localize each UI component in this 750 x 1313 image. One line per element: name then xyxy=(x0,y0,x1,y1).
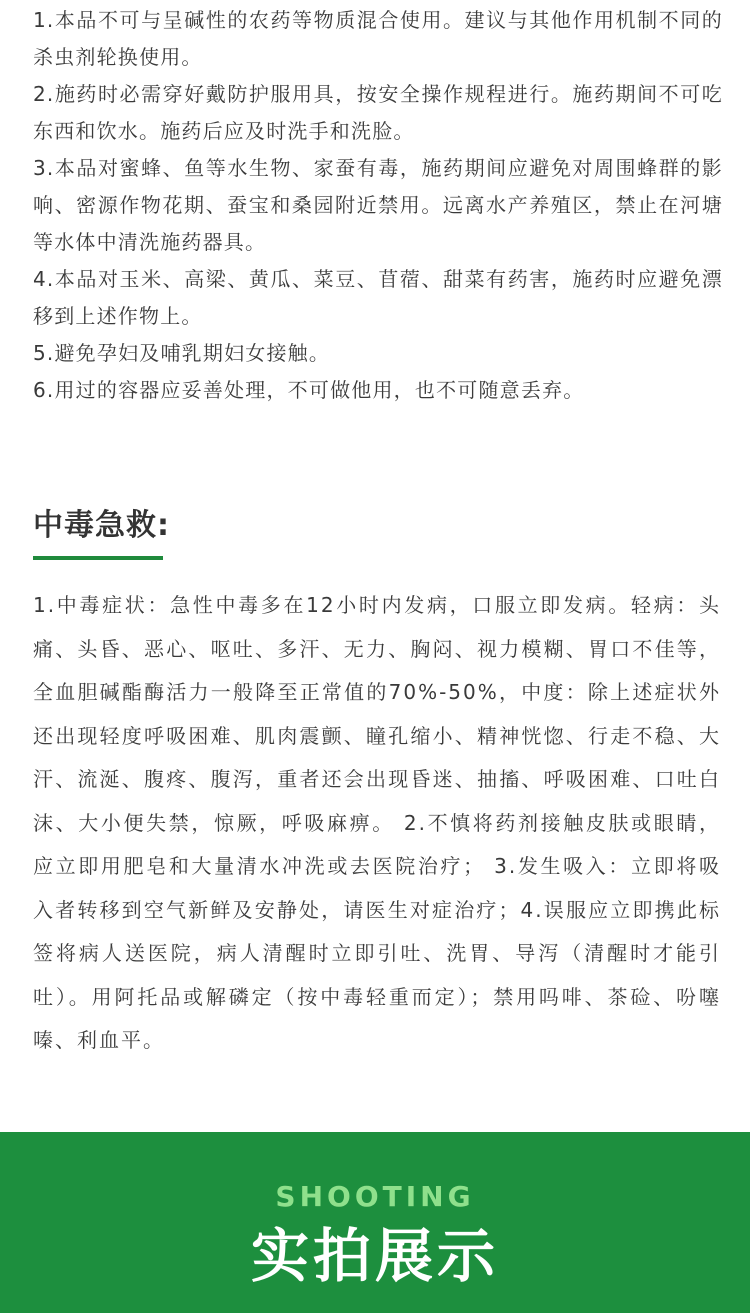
precaution-item: 3.本品对蜜蜂、鱼等水生物、家蚕有毒，施药期间应避免对周围蜂群的影响、密源作物花期、蚕宝和桑园附近禁用。远离水产养殖区，禁止在河塘等水体中清洗施药器具。 xyxy=(33,156,723,254)
first-aid-title: 中毒急救: xyxy=(33,508,170,543)
title-underline xyxy=(33,556,163,560)
first-aid-body: 1.中毒症状：急性中毒多在12小时内发病，口服立即发病。轻病：头痛、头昏、恶心、呕吐、多汗、无力、胸闷、视力模糊、胃口不佳等，全血胆碱酯酶活力一般降至正常值的70%-50%，中度：除上述症状外还出现轻度呼吸困难、肌肉震颤、瞳孔缩小、精神恍惚、行走不稳、大汗、流涎、腹疼、腹泻，重者还会出现昏迷、抽搐、呼吸困难、口吐白沫、大小便失禁，惊厥，呼吸麻痹。 2.不慎将药剂接触皮肤或眼睛，应立即用肥皂和大量清水冲洗或去医院治疗； 3.发生吸入：立即将吸入者转移到空气新鲜及安静处，请医生对症治疗；4.误服应立即携此标签将病人送医院，病人清醒时立即引吐、洗胃、导泻（清醒时才能引吐）。用阿托品或解磷定（按中毒轻重而定）；禁用吗啡、茶硷、吩噻嗪、利血平。 xyxy=(33,593,721,1052)
precaution-item: 4.本品对玉米、高梁、黄瓜、菜豆、苜蓿、甜菜有药害，施药时应避免漂移到上述作物上。 xyxy=(33,267,723,328)
precaution-item: 6.用过的容器应妥善处理，不可做他用，也不可随意丢弃。 xyxy=(33,378,585,402)
shooting-banner xyxy=(0,1132,750,1313)
precautions-list xyxy=(33,2,723,409)
precaution-item: 1.本品不可与呈碱性的农药等物质混合使用。建议与其他作用机制不同的杀虫剂轮换使用。 xyxy=(33,8,723,69)
banner-subtitle: SHOOTING xyxy=(275,1180,475,1213)
precaution-item: 5.避免孕妇及哺乳期妇女接触。 xyxy=(33,341,331,365)
precaution-item: 2.施药时必需穿好戴防护服用具，按安全操作规程进行。施药期间不可吃东西和饮水。施药后应及时洗手和洗脸。 xyxy=(33,82,723,143)
banner-title: 实拍展示 xyxy=(250,1222,499,1290)
